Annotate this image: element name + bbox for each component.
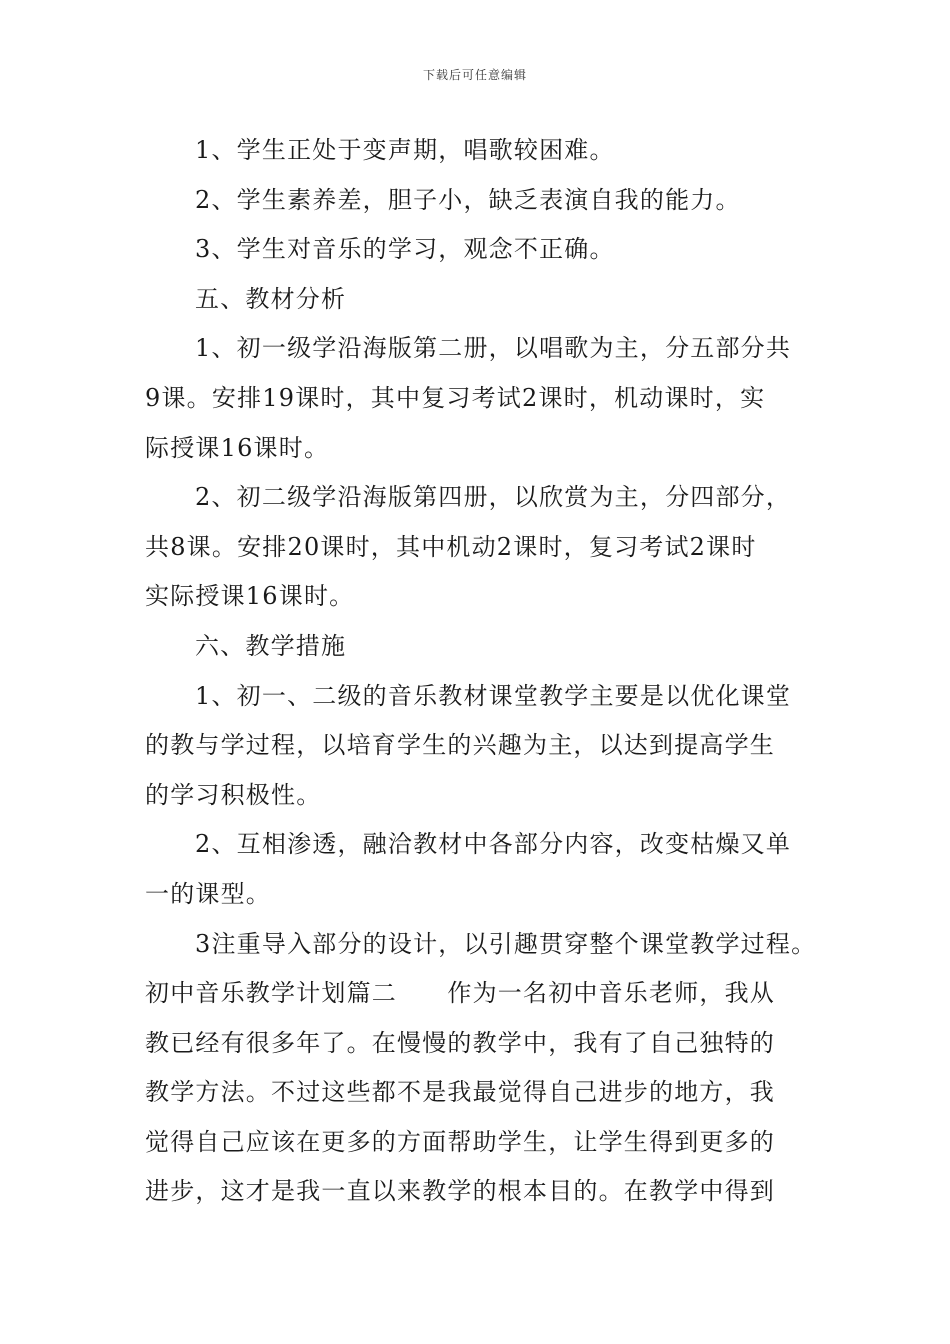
paragraph-line: 觉得自己应该在更多的方面帮助学生，让学生得到更多的 — [145, 1127, 775, 1156]
paragraph-line: 际授课16课时。 — [145, 433, 330, 462]
paragraph-line: 进步，这才是我一直以来教学的根本目的。在教学中得到 — [145, 1177, 775, 1206]
paragraph-line: 9课。安排19课时，其中复习考试2课时，机动课时，实 — [145, 383, 766, 412]
header-note: 下载后可任意编辑 — [422, 68, 527, 82]
paragraph-line: 初中音乐教学计划篇二 作为一名初中音乐老师，我从 — [145, 979, 775, 1008]
paragraph-line: 3注重导入部分的设计，以引趣贯穿整个课堂教学过程。 — [195, 929, 817, 958]
section-heading: 六、教学措施 — [195, 631, 347, 660]
paragraph-line: 的教与学过程，以培育学生的兴趣为主，以达到提高学生 — [145, 731, 775, 760]
paragraph-line: 1、初一级学沿海版第二册，以唱歌为主，分五部分共 — [195, 334, 792, 363]
paragraph-line: 1、学生正处于变声期，唱歌较困难。 — [195, 136, 615, 164]
paragraph-line: 教学方法。不过这些都不是我最觉得自己进步的地方，我 — [145, 1078, 775, 1107]
paragraph-line: 一的课型。 — [145, 879, 271, 908]
paragraph-line: 共8课。安排20课时，其中机动2课时，复习考试2课时 — [145, 532, 757, 561]
paragraph-line: 2、初二级学沿海版第四册，以欣赏为主，分四部分， — [195, 483, 792, 512]
paragraph-line: 实际授课16课时。 — [145, 582, 355, 611]
paragraph-line: 1、初一、二级的音乐教材课堂教学主要是以优化课堂 — [195, 681, 792, 710]
section-heading: 五、教材分析 — [195, 284, 347, 313]
paragraph-line: 2、学生素养差，胆子小，缺乏表演自我的能力。 — [195, 185, 741, 214]
paragraph-line: 3、学生对音乐的学习，观念不正确。 — [195, 235, 615, 264]
document-body — [145, 126, 815, 1217]
paragraph-line: 2、互相渗透，融洽教材中各部分内容，改变枯燥又单 — [195, 830, 792, 859]
paragraph-line: 的学习积极性。 — [145, 780, 322, 809]
paragraph-line: 教已经有很多年了。在慢慢的教学中，我有了自己独特的 — [145, 1028, 775, 1057]
